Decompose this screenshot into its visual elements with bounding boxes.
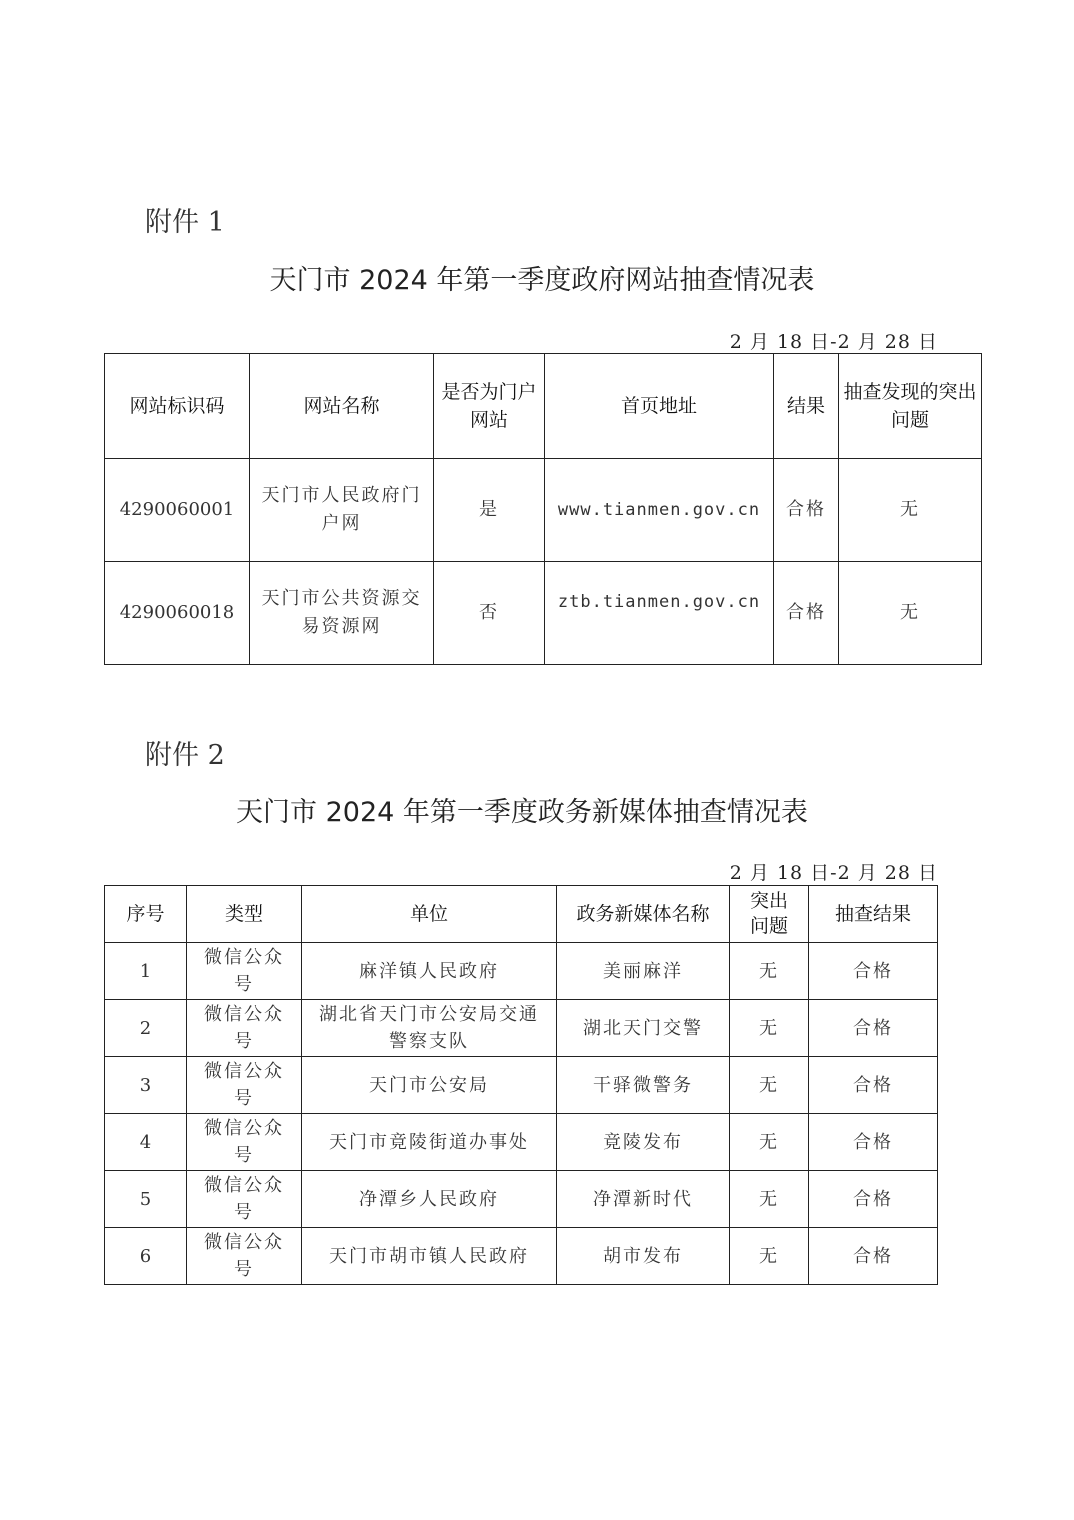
unit-cell: 湖北省天门市公安局交通警察支队 [302,1000,557,1057]
type-cell: 微信公众号 [187,1000,302,1057]
table-row [105,459,982,562]
serial-number-cell: 1 [105,943,187,1000]
is-portal-cell: 否 [434,562,545,665]
media-name-cell: 干驿微警务 [557,1057,730,1114]
homepage-url-cell: ztb.tianmen.gov.cn [545,562,774,665]
column-header: 单位 [302,886,557,943]
result-cell: 合格 [809,943,938,1000]
is-portal-cell: 是 [434,459,545,562]
table-row [105,943,938,1000]
table-row [105,1228,938,1285]
media-name-cell: 竟陵发布 [557,1114,730,1171]
new-media-table-date-range: 2 月 18 日-2 月 28 日 [729,862,938,884]
table-header-row [105,886,938,943]
site-id-cell: 4290060001 [105,459,250,562]
website-inspection-table [104,353,982,665]
issues-cell: 无 [839,562,982,665]
issues-cell: 无 [730,943,809,1000]
column-header: 政务新媒体名称 [557,886,730,943]
result-cell: 合格 [809,1228,938,1285]
media-name-cell: 净潭新时代 [557,1171,730,1228]
homepage-url-cell: www.tianmen.gov.cn [545,459,774,562]
result-cell: 合格 [774,459,839,562]
issues-cell: 无 [730,1171,809,1228]
result-cell: 合格 [809,1114,938,1171]
new-media-table-title: 天门市 2024 年第一季度政务新媒体抽查情况表 [236,797,808,828]
unit-cell: 天门市公安局 [302,1057,557,1114]
type-cell: 微信公众号 [187,1171,302,1228]
table-row [105,1114,938,1171]
column-header: 是否为门户网站 [434,354,545,459]
serial-number-cell: 4 [105,1114,187,1171]
serial-number-cell: 2 [105,1000,187,1057]
unit-cell: 天门市胡市镇人民政府 [302,1228,557,1285]
result-cell: 合格 [809,1171,938,1228]
unit-cell: 麻洋镇人民政府 [302,943,557,1000]
website-table-title: 天门市 2024 年第一季度政府网站抽查情况表 [269,265,815,296]
attachment-1-label: 附件 1 [145,207,225,238]
site-name-cell: 天门市公共资源交易资源网 [250,562,434,665]
table-row [105,1000,938,1057]
issues-cell: 无 [839,459,982,562]
serial-number-cell: 5 [105,1171,187,1228]
column-header: 首页地址 [545,354,774,459]
issues-cell: 无 [730,1057,809,1114]
type-cell: 微信公众号 [187,1057,302,1114]
attachment-2-label: 附件 2 [145,740,225,771]
website-table-date-range: 2 月 18 日-2 月 28 日 [729,331,938,353]
result-cell: 合格 [809,1057,938,1114]
table-header-row [105,354,982,459]
media-name-cell: 美丽麻洋 [557,943,730,1000]
column-header: 突出问题 [730,886,809,943]
result-cell: 合格 [809,1000,938,1057]
unit-cell: 净潭乡人民政府 [302,1171,557,1228]
table-row [105,1171,938,1228]
column-header: 抽查发现的突出问题 [839,354,982,459]
type-cell: 微信公众号 [187,1228,302,1285]
result-cell: 合格 [774,562,839,665]
type-cell: 微信公众号 [187,943,302,1000]
column-header: 结果 [774,354,839,459]
table-row [105,1057,938,1114]
table-row [105,562,982,665]
issues-cell: 无 [730,1000,809,1057]
media-name-cell: 胡市发布 [557,1228,730,1285]
issues-cell: 无 [730,1228,809,1285]
media-name-cell: 湖北天门交警 [557,1000,730,1057]
column-header: 网站标识码 [105,354,250,459]
unit-cell: 天门市竟陵街道办事处 [302,1114,557,1171]
new-media-inspection-table [104,885,938,1285]
type-cell: 微信公众号 [187,1114,302,1171]
serial-number-cell: 6 [105,1228,187,1285]
column-header: 序号 [105,886,187,943]
column-header: 类型 [187,886,302,943]
issues-cell: 无 [730,1114,809,1171]
column-header: 抽查结果 [809,886,938,943]
site-id-cell: 4290060018 [105,562,250,665]
serial-number-cell: 3 [105,1057,187,1114]
site-name-cell: 天门市人民政府门户网 [250,459,434,562]
column-header: 网站名称 [250,354,434,459]
